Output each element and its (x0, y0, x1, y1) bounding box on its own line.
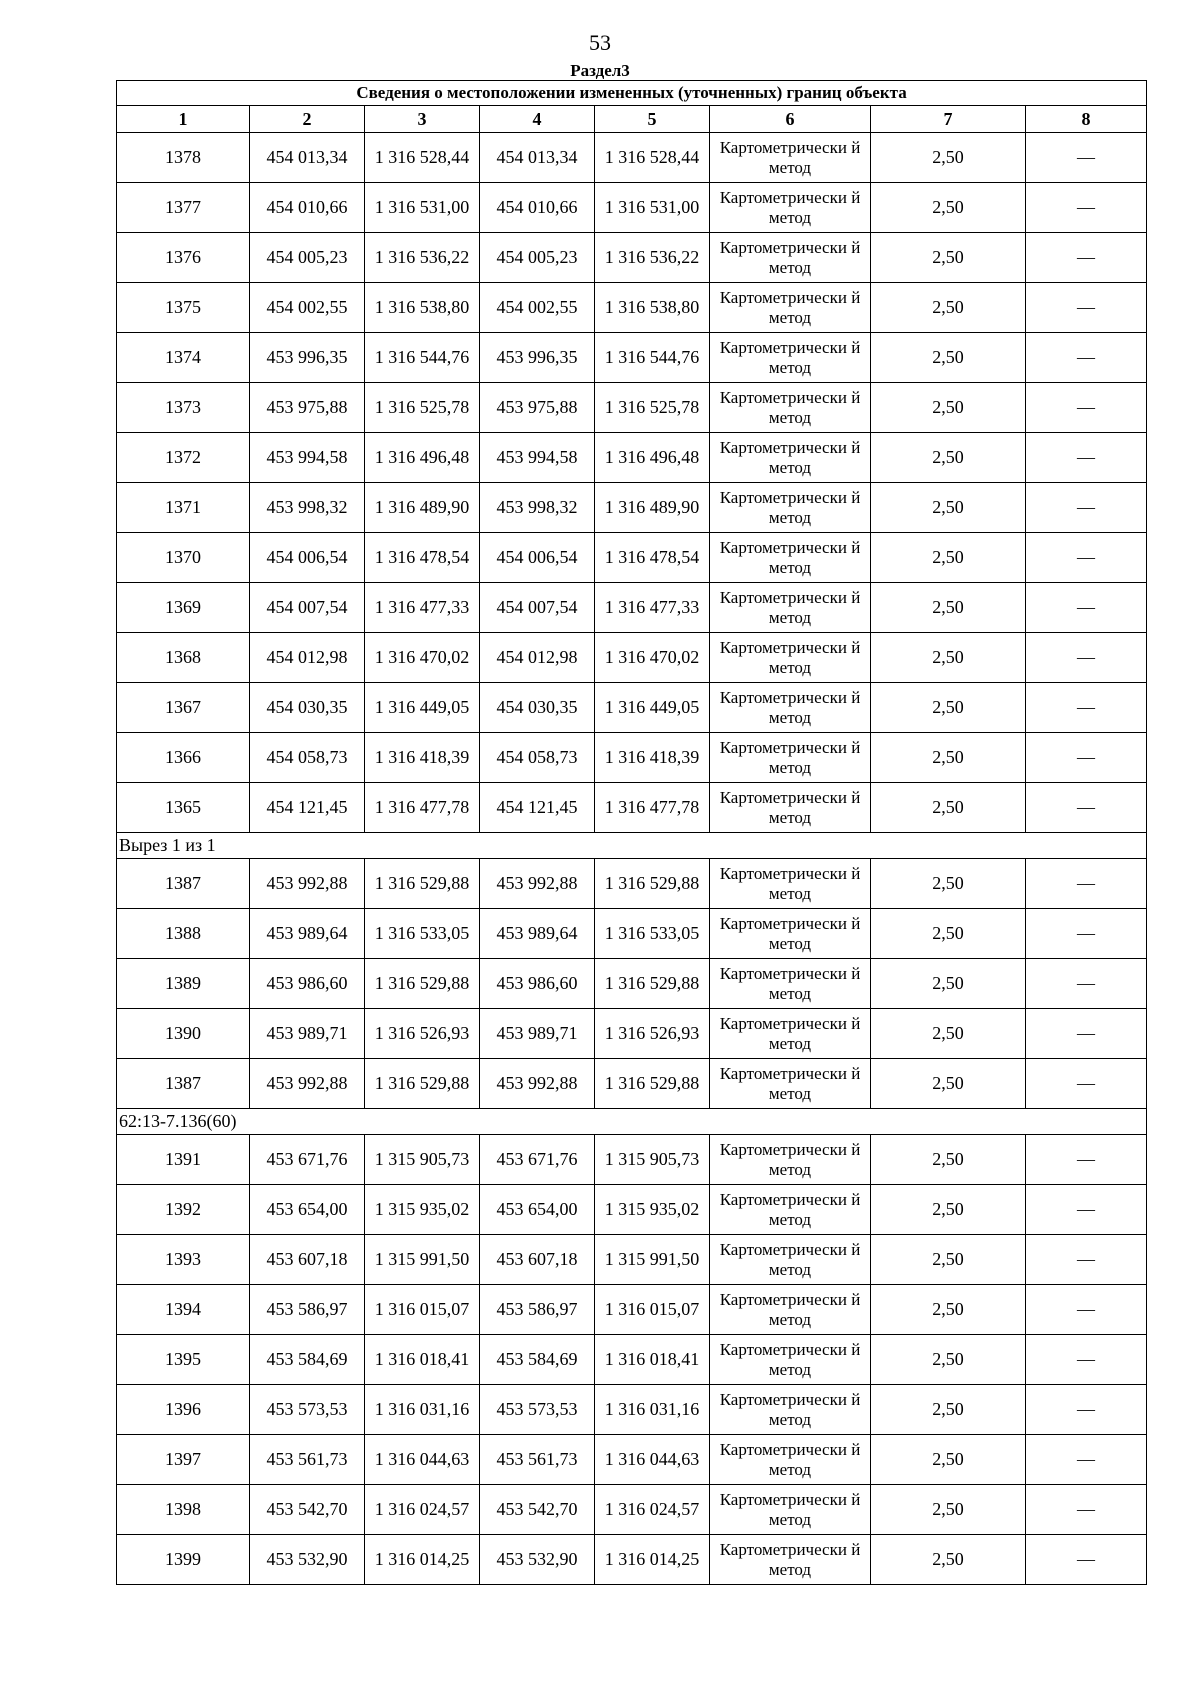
table-row (117, 1185, 1147, 1235)
x-existing-cell: 453 992,88 (250, 859, 365, 909)
table-row (117, 909, 1147, 959)
y-existing-cell: 1 316 031,16 (365, 1385, 480, 1435)
point-number-cell: 1375 (117, 283, 250, 333)
y-new-cell: 1 315 991,50 (595, 1235, 710, 1285)
y-existing-cell: 1 316 496,48 (365, 433, 480, 483)
y-existing-cell: 1 316 478,54 (365, 533, 480, 583)
description-cell: — (1026, 1135, 1147, 1185)
x-new-cell: 453 573,53 (480, 1385, 595, 1435)
x-new-cell: 454 012,98 (480, 633, 595, 683)
point-number-cell: 1378 (117, 133, 250, 183)
x-existing-cell: 453 542,70 (250, 1485, 365, 1535)
description-cell: — (1026, 633, 1147, 683)
method-cell: Картометрически й метод (710, 283, 871, 333)
y-new-cell: 1 316 449,05 (595, 683, 710, 733)
y-new-cell: 1 316 529,88 (595, 1059, 710, 1109)
table-row (117, 283, 1147, 333)
y-new-cell: 1 316 528,44 (595, 133, 710, 183)
table-row (117, 683, 1147, 733)
point-number-cell: 1387 (117, 859, 250, 909)
x-existing-cell: 454 005,23 (250, 233, 365, 283)
x-existing-cell: 453 607,18 (250, 1235, 365, 1285)
x-existing-cell: 453 671,76 (250, 1135, 365, 1185)
y-existing-cell: 1 316 529,88 (365, 959, 480, 1009)
table-row (117, 1435, 1147, 1485)
y-existing-cell: 1 316 526,93 (365, 1009, 480, 1059)
accuracy-cell: 2,50 (871, 333, 1026, 383)
point-number-cell: 1367 (117, 683, 250, 733)
y-new-cell: 1 316 525,78 (595, 383, 710, 433)
x-existing-cell: 454 010,66 (250, 183, 365, 233)
x-new-cell: 453 607,18 (480, 1235, 595, 1285)
description-cell: — (1026, 283, 1147, 333)
table-row (117, 583, 1147, 633)
point-number-cell: 1391 (117, 1135, 250, 1185)
y-new-cell: 1 316 529,88 (595, 859, 710, 909)
method-cell: Картометрически й метод (710, 959, 871, 1009)
table-row (117, 483, 1147, 533)
accuracy-cell: 2,50 (871, 1135, 1026, 1185)
table-row (117, 1135, 1147, 1185)
point-number-cell: 1394 (117, 1285, 250, 1335)
table-row (117, 333, 1147, 383)
x-new-cell: 454 121,45 (480, 783, 595, 833)
x-existing-cell: 453 975,88 (250, 383, 365, 433)
y-existing-cell: 1 316 489,90 (365, 483, 480, 533)
column-header-6: 6 (710, 106, 871, 133)
y-new-cell: 1 316 044,63 (595, 1435, 710, 1485)
accuracy-cell: 2,50 (871, 1235, 1026, 1285)
accuracy-cell: 2,50 (871, 909, 1026, 959)
accuracy-cell: 2,50 (871, 683, 1026, 733)
point-number-cell: 1365 (117, 783, 250, 833)
x-existing-cell: 453 994,58 (250, 433, 365, 483)
table-row (117, 183, 1147, 233)
y-existing-cell: 1 316 018,41 (365, 1335, 480, 1385)
x-existing-cell: 453 573,53 (250, 1385, 365, 1435)
x-existing-cell: 454 006,54 (250, 533, 365, 583)
column-header-1: 1 (117, 106, 250, 133)
accuracy-cell: 2,50 (871, 859, 1026, 909)
description-cell: — (1026, 1285, 1147, 1335)
y-existing-cell: 1 315 935,02 (365, 1185, 480, 1235)
description-cell: — (1026, 1235, 1147, 1285)
description-cell: — (1026, 183, 1147, 233)
method-cell: Картометрически й метод (710, 233, 871, 283)
point-number-cell: 1372 (117, 433, 250, 483)
accuracy-cell: 2,50 (871, 1185, 1026, 1235)
table-row (117, 533, 1147, 583)
x-existing-cell: 454 058,73 (250, 733, 365, 783)
table-body (117, 133, 1147, 1585)
method-cell: Картометрически й метод (710, 909, 871, 959)
point-number-cell: 1369 (117, 583, 250, 633)
table-row (117, 959, 1147, 1009)
x-new-cell: 453 986,60 (480, 959, 595, 1009)
point-number-cell: 1376 (117, 233, 250, 283)
table-row (117, 633, 1147, 683)
y-new-cell: 1 316 533,05 (595, 909, 710, 959)
x-existing-cell: 454 012,98 (250, 633, 365, 683)
y-new-cell: 1 316 477,33 (595, 583, 710, 633)
description-cell: — (1026, 1185, 1147, 1235)
description-cell: — (1026, 533, 1147, 583)
point-number-cell: 1399 (117, 1535, 250, 1585)
description-cell: — (1026, 1059, 1147, 1109)
x-new-cell: 454 013,34 (480, 133, 595, 183)
table-row (117, 1485, 1147, 1535)
x-new-cell: 453 998,32 (480, 483, 595, 533)
method-cell: Картометрически й метод (710, 1135, 871, 1185)
description-cell: — (1026, 1385, 1147, 1435)
column-header-5: 5 (595, 106, 710, 133)
column-header-7: 7 (871, 106, 1026, 133)
y-new-cell: 1 316 031,16 (595, 1385, 710, 1435)
method-cell: Картометрически й метод (710, 783, 871, 833)
x-existing-cell: 453 998,32 (250, 483, 365, 533)
point-number-cell: 1397 (117, 1435, 250, 1485)
y-new-cell: 1 316 538,80 (595, 283, 710, 333)
x-existing-cell: 453 992,88 (250, 1059, 365, 1109)
table-row (117, 1059, 1147, 1109)
group-label-row (117, 1109, 1147, 1135)
method-cell: Картометрически й метод (710, 1535, 871, 1585)
point-number-cell: 1374 (117, 333, 250, 383)
table-row (117, 859, 1147, 909)
x-new-cell: 453 996,35 (480, 333, 595, 383)
accuracy-cell: 2,50 (871, 783, 1026, 833)
point-number-cell: 1368 (117, 633, 250, 683)
y-new-cell: 1 316 496,48 (595, 433, 710, 483)
y-existing-cell: 1 315 905,73 (365, 1135, 480, 1185)
method-cell: Картометрически й метод (710, 1185, 871, 1235)
point-number-cell: 1370 (117, 533, 250, 583)
table-caption: Сведения о местоположении измененных (уточненных) границ объекта (117, 81, 1147, 106)
description-cell: — (1026, 959, 1147, 1009)
table-row (117, 383, 1147, 433)
table-row (117, 783, 1147, 833)
x-existing-cell: 453 986,60 (250, 959, 365, 1009)
x-existing-cell: 454 002,55 (250, 283, 365, 333)
x-new-cell: 454 005,23 (480, 233, 595, 283)
description-cell: — (1026, 1009, 1147, 1059)
x-existing-cell: 454 121,45 (250, 783, 365, 833)
accuracy-cell: 2,50 (871, 483, 1026, 533)
column-header-2: 2 (250, 106, 365, 133)
column-header-row (117, 106, 1147, 133)
y-new-cell: 1 316 478,54 (595, 533, 710, 583)
y-new-cell: 1 315 905,73 (595, 1135, 710, 1185)
accuracy-cell: 2,50 (871, 1009, 1026, 1059)
y-new-cell: 1 316 489,90 (595, 483, 710, 533)
y-existing-cell: 1 316 533,05 (365, 909, 480, 959)
boundary-table (116, 80, 1147, 1585)
method-cell: Картометрически й метод (710, 433, 871, 483)
y-new-cell: 1 316 477,78 (595, 783, 710, 833)
table-row (117, 733, 1147, 783)
method-cell: Картометрически й метод (710, 483, 871, 533)
description-cell: — (1026, 333, 1147, 383)
group-label: 62:13-7.136(60) (117, 1109, 1147, 1135)
x-existing-cell: 453 586,97 (250, 1285, 365, 1335)
accuracy-cell: 2,50 (871, 433, 1026, 483)
method-cell: Картометрически й метод (710, 333, 871, 383)
point-number-cell: 1390 (117, 1009, 250, 1059)
method-cell: Картометрически й метод (710, 1335, 871, 1385)
point-number-cell: 1387 (117, 1059, 250, 1109)
description-cell: — (1026, 1535, 1147, 1585)
method-cell: Картометрически й метод (710, 633, 871, 683)
x-new-cell: 454 058,73 (480, 733, 595, 783)
accuracy-cell: 2,50 (871, 1285, 1026, 1335)
x-existing-cell: 454 007,54 (250, 583, 365, 633)
x-new-cell: 454 030,35 (480, 683, 595, 733)
table-row (117, 433, 1147, 483)
table-row (117, 1385, 1147, 1435)
accuracy-cell: 2,50 (871, 1385, 1026, 1435)
description-cell: — (1026, 433, 1147, 483)
x-existing-cell: 453 654,00 (250, 1185, 365, 1235)
x-new-cell: 454 007,54 (480, 583, 595, 633)
description-cell: — (1026, 1485, 1147, 1535)
y-new-cell: 1 315 935,02 (595, 1185, 710, 1235)
method-cell: Картометрически й метод (710, 1285, 871, 1335)
method-cell: Картометрически й метод (710, 683, 871, 733)
method-cell: Картометрически й метод (710, 1435, 871, 1485)
x-new-cell: 453 989,71 (480, 1009, 595, 1059)
y-existing-cell: 1 316 525,78 (365, 383, 480, 433)
x-new-cell: 454 006,54 (480, 533, 595, 583)
point-number-cell: 1377 (117, 183, 250, 233)
x-new-cell: 453 671,76 (480, 1135, 595, 1185)
point-number-cell: 1373 (117, 383, 250, 433)
x-new-cell: 453 584,69 (480, 1335, 595, 1385)
y-existing-cell: 1 316 470,02 (365, 633, 480, 683)
method-cell: Картометрически й метод (710, 1385, 871, 1435)
method-cell: Картометрически й метод (710, 533, 871, 583)
x-new-cell: 453 654,00 (480, 1185, 595, 1235)
table-row (117, 1285, 1147, 1335)
y-existing-cell: 1 316 544,76 (365, 333, 480, 383)
x-existing-cell: 454 013,34 (250, 133, 365, 183)
x-existing-cell: 453 561,73 (250, 1435, 365, 1485)
x-existing-cell: 453 532,90 (250, 1535, 365, 1585)
description-cell: — (1026, 783, 1147, 833)
x-new-cell: 453 561,73 (480, 1435, 595, 1485)
y-existing-cell: 1 316 014,25 (365, 1535, 480, 1585)
method-cell: Картометрически й метод (710, 1485, 871, 1535)
method-cell: Картометрически й метод (710, 1235, 871, 1285)
point-number-cell: 1393 (117, 1235, 250, 1285)
y-existing-cell: 1 316 477,33 (365, 583, 480, 633)
table-row (117, 1009, 1147, 1059)
x-existing-cell: 453 996,35 (250, 333, 365, 383)
accuracy-cell: 2,50 (871, 1535, 1026, 1585)
x-existing-cell: 453 584,69 (250, 1335, 365, 1385)
group-label: Вырез 1 из 1 (117, 833, 1147, 859)
description-cell: — (1026, 1435, 1147, 1485)
section-title: Раздел3 (570, 61, 630, 80)
x-new-cell: 454 002,55 (480, 283, 595, 333)
y-existing-cell: 1 316 529,88 (365, 1059, 480, 1109)
x-new-cell: 453 989,64 (480, 909, 595, 959)
x-existing-cell: 453 989,71 (250, 1009, 365, 1059)
y-existing-cell: 1 316 418,39 (365, 733, 480, 783)
x-existing-cell: 453 989,64 (250, 909, 365, 959)
description-cell: — (1026, 583, 1147, 633)
description-cell: — (1026, 383, 1147, 433)
y-existing-cell: 1 316 531,00 (365, 183, 480, 233)
method-cell: Картометрически й метод (710, 1009, 871, 1059)
accuracy-cell: 2,50 (871, 959, 1026, 1009)
y-new-cell: 1 316 544,76 (595, 333, 710, 383)
y-new-cell: 1 316 024,57 (595, 1485, 710, 1535)
point-number-cell: 1392 (117, 1185, 250, 1235)
y-existing-cell: 1 316 044,63 (365, 1435, 480, 1485)
method-cell: Картометрически й метод (710, 133, 871, 183)
x-new-cell: 454 010,66 (480, 183, 595, 233)
y-new-cell: 1 316 531,00 (595, 183, 710, 233)
description-cell: — (1026, 483, 1147, 533)
x-new-cell: 453 586,97 (480, 1285, 595, 1335)
y-new-cell: 1 316 418,39 (595, 733, 710, 783)
accuracy-cell: 2,50 (871, 1485, 1026, 1535)
y-new-cell: 1 316 526,93 (595, 1009, 710, 1059)
point-number-cell: 1371 (117, 483, 250, 533)
table-row (117, 1535, 1147, 1585)
page-number: 53 (589, 30, 611, 55)
table-row (117, 233, 1147, 283)
accuracy-cell: 2,50 (871, 583, 1026, 633)
description-cell: — (1026, 683, 1147, 733)
method-cell: Картометрически й метод (710, 183, 871, 233)
accuracy-cell: 2,50 (871, 1435, 1026, 1485)
accuracy-cell: 2,50 (871, 1335, 1026, 1385)
method-cell: Картометрически й метод (710, 383, 871, 433)
y-existing-cell: 1 316 538,80 (365, 283, 480, 333)
table-row (117, 133, 1147, 183)
method-cell: Картометрически й метод (710, 859, 871, 909)
x-new-cell: 453 532,90 (480, 1535, 595, 1585)
y-existing-cell: 1 316 529,88 (365, 859, 480, 909)
description-cell: — (1026, 233, 1147, 283)
y-existing-cell: 1 316 536,22 (365, 233, 480, 283)
description-cell: — (1026, 133, 1147, 183)
accuracy-cell: 2,50 (871, 533, 1026, 583)
method-cell: Картометрически й метод (710, 733, 871, 783)
description-cell: — (1026, 859, 1147, 909)
y-existing-cell: 1 316 528,44 (365, 133, 480, 183)
accuracy-cell: 2,50 (871, 133, 1026, 183)
y-new-cell: 1 316 018,41 (595, 1335, 710, 1385)
y-new-cell: 1 316 536,22 (595, 233, 710, 283)
point-number-cell: 1395 (117, 1335, 250, 1385)
point-number-cell: 1366 (117, 733, 250, 783)
point-number-cell: 1389 (117, 959, 250, 1009)
y-new-cell: 1 316 014,25 (595, 1535, 710, 1585)
column-header-8: 8 (1026, 106, 1147, 133)
x-new-cell: 453 542,70 (480, 1485, 595, 1535)
accuracy-cell: 2,50 (871, 733, 1026, 783)
y-new-cell: 1 316 015,07 (595, 1285, 710, 1335)
description-cell: — (1026, 1335, 1147, 1385)
y-existing-cell: 1 316 477,78 (365, 783, 480, 833)
x-new-cell: 453 975,88 (480, 383, 595, 433)
accuracy-cell: 2,50 (871, 183, 1026, 233)
x-new-cell: 453 992,88 (480, 1059, 595, 1109)
column-header-3: 3 (365, 106, 480, 133)
x-new-cell: 453 994,58 (480, 433, 595, 483)
method-cell: Картометрически й метод (710, 583, 871, 633)
accuracy-cell: 2,50 (871, 1059, 1026, 1109)
accuracy-cell: 2,50 (871, 233, 1026, 283)
group-label-row (117, 833, 1147, 859)
y-new-cell: 1 316 529,88 (595, 959, 710, 1009)
point-number-cell: 1398 (117, 1485, 250, 1535)
y-existing-cell: 1 316 015,07 (365, 1285, 480, 1335)
accuracy-cell: 2,50 (871, 283, 1026, 333)
y-existing-cell: 1 315 991,50 (365, 1235, 480, 1285)
table-row (117, 1335, 1147, 1385)
description-cell: — (1026, 909, 1147, 959)
table-row (117, 1235, 1147, 1285)
point-number-cell: 1388 (117, 909, 250, 959)
method-cell: Картометрически й метод (710, 1059, 871, 1109)
y-new-cell: 1 316 470,02 (595, 633, 710, 683)
accuracy-cell: 2,50 (871, 383, 1026, 433)
point-number-cell: 1396 (117, 1385, 250, 1435)
x-new-cell: 453 992,88 (480, 859, 595, 909)
accuracy-cell: 2,50 (871, 633, 1026, 683)
column-header-4: 4 (480, 106, 595, 133)
x-existing-cell: 454 030,35 (250, 683, 365, 733)
y-existing-cell: 1 316 449,05 (365, 683, 480, 733)
y-existing-cell: 1 316 024,57 (365, 1485, 480, 1535)
description-cell: — (1026, 733, 1147, 783)
